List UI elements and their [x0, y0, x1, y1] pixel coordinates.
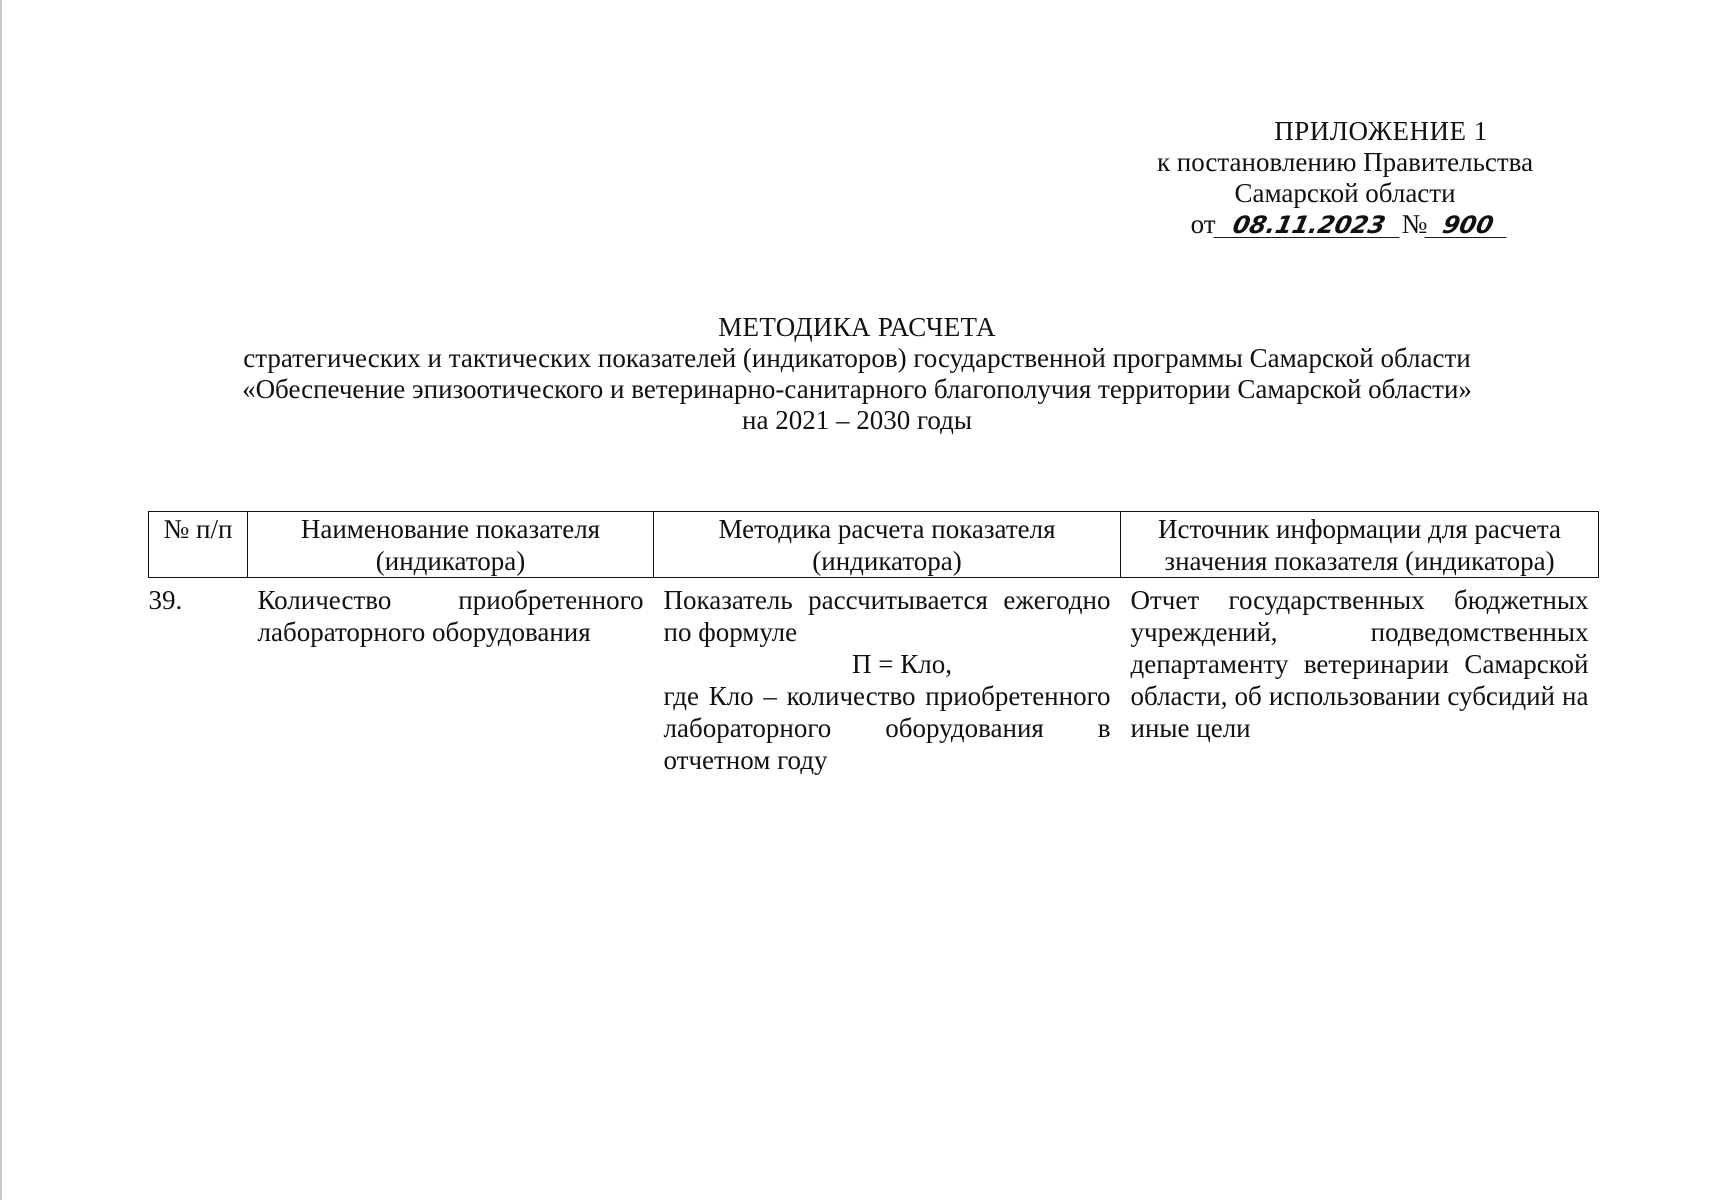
approval-block — [1130, 116, 1560, 240]
document-subtitle-line-2: «Обеспечение эпизоотического и ветеринарно-санитарного благополучия территории Самарской области» — [242, 374, 1472, 404]
document-subtitle-line-1: стратегических и тактических показателей (индикаторов) государственной программы Самарской области — [243, 343, 1471, 373]
document-title: МЕТОДИКА РАСЧЕТА — [718, 312, 996, 342]
header-information-source: Источник информации для расчета значения показателя (индикатора) — [1121, 512, 1599, 578]
document-subtitle-line-3: на 2021 – 2030 годы — [742, 405, 972, 435]
table-row — [149, 578, 1599, 777]
indicator-table — [148, 511, 1599, 776]
information-source: Отчет государственных бюджетных учреждений, подведомственных департаменту ветеринарии Самарской области, об использовании субсидий на иные цели — [1130, 585, 1589, 743]
header-indicator-name: Наименование показателя (индикатора) — [248, 512, 654, 578]
row-number: 39. — [148, 585, 183, 615]
approval-line-1: к постановлению Правительства — [1156, 147, 1534, 177]
approval-date-value: 08.11.2023 — [1213, 213, 1404, 238]
scan-edge — [0, 0, 2, 1200]
formula-explanation: где Кло – количество приобретенного лабораторного оборудования в отчетном году — [663, 681, 1111, 775]
approval-number-value: 900 — [1425, 213, 1512, 238]
header-calculation-method: Методика расчета показателя (индикатора) — [654, 512, 1121, 578]
indicator-table-container — [148, 511, 1598, 776]
indicator-name: Количество приобретенного лабораторного оборудования — [257, 585, 644, 647]
header-number: № п/п — [149, 512, 248, 578]
document-title-block — [0, 312, 1714, 436]
date-prefix: от — [1190, 209, 1216, 239]
formula: П = Кло, — [852, 649, 952, 679]
calculation-method — [654, 578, 1121, 777]
approval-line-2: Самарской области — [1234, 178, 1456, 208]
approval-date-line — [1135, 209, 1565, 240]
number-prefix: № — [1401, 209, 1428, 239]
appendix-title: ПРИЛОЖЕНИЕ 1 — [1274, 116, 1488, 146]
method-intro: Показатель рассчитывается ежегодно по формуле — [663, 585, 1111, 647]
table-header-row — [149, 512, 1599, 578]
